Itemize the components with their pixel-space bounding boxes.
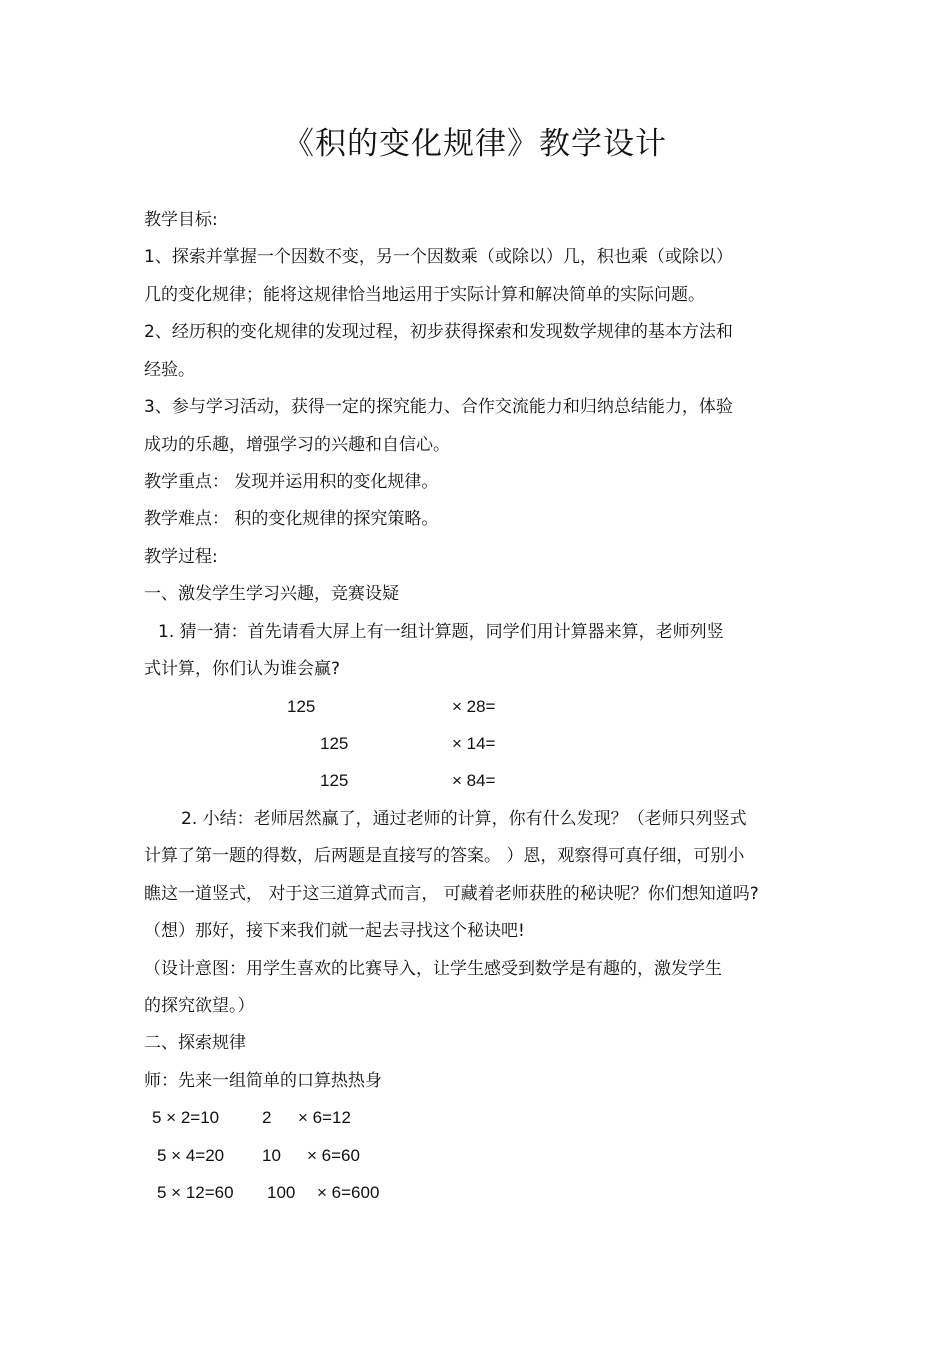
process-heading: 教学过程: (144, 547, 218, 567)
calc-1-multiplicand: 125 (287, 697, 316, 716)
warmup-row-1-right: × 6=12 (298, 1108, 351, 1127)
summary-line-1: 2. 小结：老师居然赢了，通过老师的计算，你有什么发现？（老师只列竖式 (181, 809, 747, 829)
objective-2-line-2: 经验。 (144, 360, 195, 380)
summary-line-2: 计算了第一题的得数，后两题是直接写的答案。 ）恩，观察得可真仔细，可别小 (144, 846, 745, 866)
calc-1-multiplier: × 28= (452, 697, 496, 716)
objective-1-line-1: 1、探索并掌握一个因数不变，另一个因数乘（或除以）几，积也乘（或除以） (144, 247, 733, 267)
objectives-heading: 教学目标: (144, 210, 218, 230)
calc-2-multiplicand: 125 (320, 734, 349, 753)
guess-line-1: 1. 猜一猜：首先请看大屏上有一组计算题，同学们用计算器来算，老师列竖 (158, 622, 724, 642)
warmup-row-1-mid: 2 (262, 1108, 272, 1127)
calc-3-multiplier: × 84= (452, 771, 496, 790)
objective-3-line-2: 成功的乐趣，增强学习的兴趣和自信心。 (144, 435, 450, 455)
warmup-line: 师：先来一组简单的口算热热身 (144, 1071, 382, 1091)
objective-1-line-2: 几的变化规律；能将这规律恰当地运用于实际计算和解决简单的实际问题。 (144, 285, 705, 305)
warmup-row-3-right: × 6=600 (317, 1183, 380, 1202)
document-title: 《积的变化规律》教学设计 (283, 126, 667, 162)
warmup-row-3-mid: 100 (267, 1183, 296, 1202)
guess-line-2: 式计算，你们认为谁会赢? (144, 659, 341, 679)
section-2-heading: 二、探索规律 (144, 1033, 246, 1053)
warmup-row-2-left: 5 × 4=20 (157, 1146, 225, 1165)
warmup-row-2-mid: 10 (262, 1146, 281, 1165)
calc-2-multiplier: × 14= (452, 734, 496, 753)
warmup-row-3-left: 5 × 12=60 (157, 1183, 234, 1202)
warmup-row-1-left: 5 × 2=10 (152, 1108, 220, 1127)
design-intent-line-2: 的探究欲望。） (144, 996, 255, 1016)
objective-3-line-1: 3、参与学习活动，获得一定的探究能力、合作交流能力和归纳总结能力，体验 (144, 397, 733, 417)
key-point: 教学重点： 发现并运用积的变化规律。 (144, 472, 439, 492)
summary-line-4: （想）那好，接下来我们就一起去寻找这个秘诀吧! (144, 921, 525, 941)
calc-3-multiplicand: 125 (320, 771, 349, 790)
difficult-point: 教学难点： 积的变化规律的探究策略。 (144, 509, 439, 529)
objective-2-line-1: 2、经历积的变化规律的发现过程，初步获得探索和发现数学规律的基本方法和 (144, 322, 733, 342)
design-intent-line-1: （设计意图：用学生喜欢的比赛导入，让学生感受到数学是有趣的，激发学生 (144, 959, 722, 979)
summary-line-3: 瞧这一道竖式， 对于这三道算式而言， 可藏着老师获胜的秘诀呢？你们想知道吗? (144, 884, 759, 904)
section-1-heading: 一、激发学生学习兴趣，竞赛设疑 (144, 584, 399, 604)
warmup-row-2-right: × 6=60 (307, 1146, 360, 1165)
